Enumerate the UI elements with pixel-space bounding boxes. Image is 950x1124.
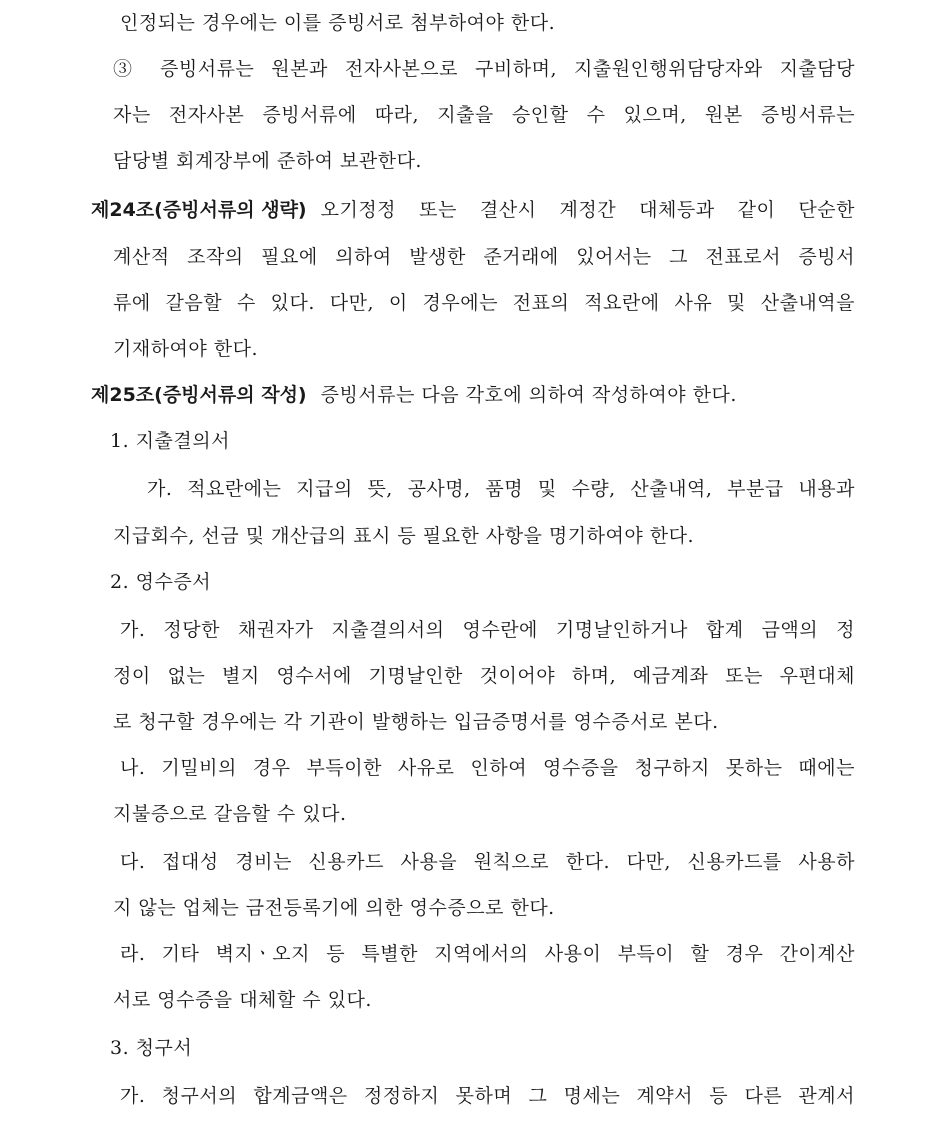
article-24-first-line xyxy=(91,187,855,233)
body-line: ③ 증빙서류는 원본과 전자사본으로 구비하며, 지출원인행위담당자와 지출담당 xyxy=(113,58,855,80)
body-line: 가. 적요란에는 지급의 뜻, 공사명, 품명 및 수량, 산출내역, 부분급 내용과 xyxy=(147,478,855,500)
body-line: 류에 갈음할 수 있다. 다만, 이 경우에는 전표의 적요란에 사유 및 산출내역을 xyxy=(113,292,855,314)
item-title: 3. 청구서 xyxy=(110,1037,193,1059)
body-line: 계산적 조작의 필요에 의하여 발생한 준거래에 있어서는 그 전표로서 증빙서 xyxy=(113,246,855,268)
body-line: 가. 정당한 채권자가 지출결의서의 영수란에 기명날인하거나 합계 금액의 정 xyxy=(120,619,855,641)
body-line: 가. 청구서의 합계금액은 정정하지 못하며 그 명세는 계약서 등 다른 관계서 xyxy=(120,1085,855,1107)
item-title: 2. 영수증서 xyxy=(110,571,212,593)
body-line: 지급회수, 선금 및 개산급의 표시 등 필요한 사항을 명기하여야 한다. xyxy=(113,525,694,547)
body-line: 지불증으로 갈음할 수 있다. xyxy=(113,803,347,825)
body-line: 기재하여야 한다. xyxy=(113,338,259,360)
body-line: 인정되는 경우에는 이를 증빙서로 첨부하여야 한다. xyxy=(120,12,556,34)
article-24-heading: 제24조(증빙서류의 생략) xyxy=(91,199,307,221)
item-title: 1. 지출결의서 xyxy=(110,430,230,452)
article-25-heading: 제25조(증빙서류의 작성) xyxy=(91,384,307,406)
article-25-first-line xyxy=(91,372,737,418)
body-line: 다. 접대성 경비는 신용카드 사용을 원칙으로 한다. 다만, 신용카드를 사용하 xyxy=(120,851,855,873)
body-line: 라. 기타 벽지ㆍ오지 등 특별한 지역에서의 사용이 부득이 할 경우 간이계산 xyxy=(120,943,855,965)
body-line: 서로 영수증을 대체할 수 있다. xyxy=(113,989,372,1011)
article-25-text: 증빙서류는 다음 각호에 의하여 작성하여야 한다. xyxy=(320,384,737,406)
body-line: 로 청구할 경우에는 각 기관이 발행하는 입금증명서를 영수증서로 본다. xyxy=(113,711,719,733)
body-line: 지 않는 업체는 금전등록기에 의한 영수증으로 한다. xyxy=(113,897,555,919)
article-24-text: 오기정정 또는 결산시 계정간 대체등과 같이 단순한 xyxy=(320,199,855,221)
body-line: 담당별 회계장부에 준하여 보관한다. xyxy=(113,150,422,172)
body-line: 정이 없는 별지 영수서에 기명날인한 것이어야 하며, 예금계좌 또는 우편대체 xyxy=(113,665,855,687)
body-line: 자는 전자사본 증빙서류에 따라, 지출을 승인할 수 있으며, 원본 증빙서류는 xyxy=(113,104,855,126)
body-line: 나. 기밀비의 경우 부득이한 사유로 인하여 영수증을 청구하지 못하는 때에는 xyxy=(120,757,855,779)
